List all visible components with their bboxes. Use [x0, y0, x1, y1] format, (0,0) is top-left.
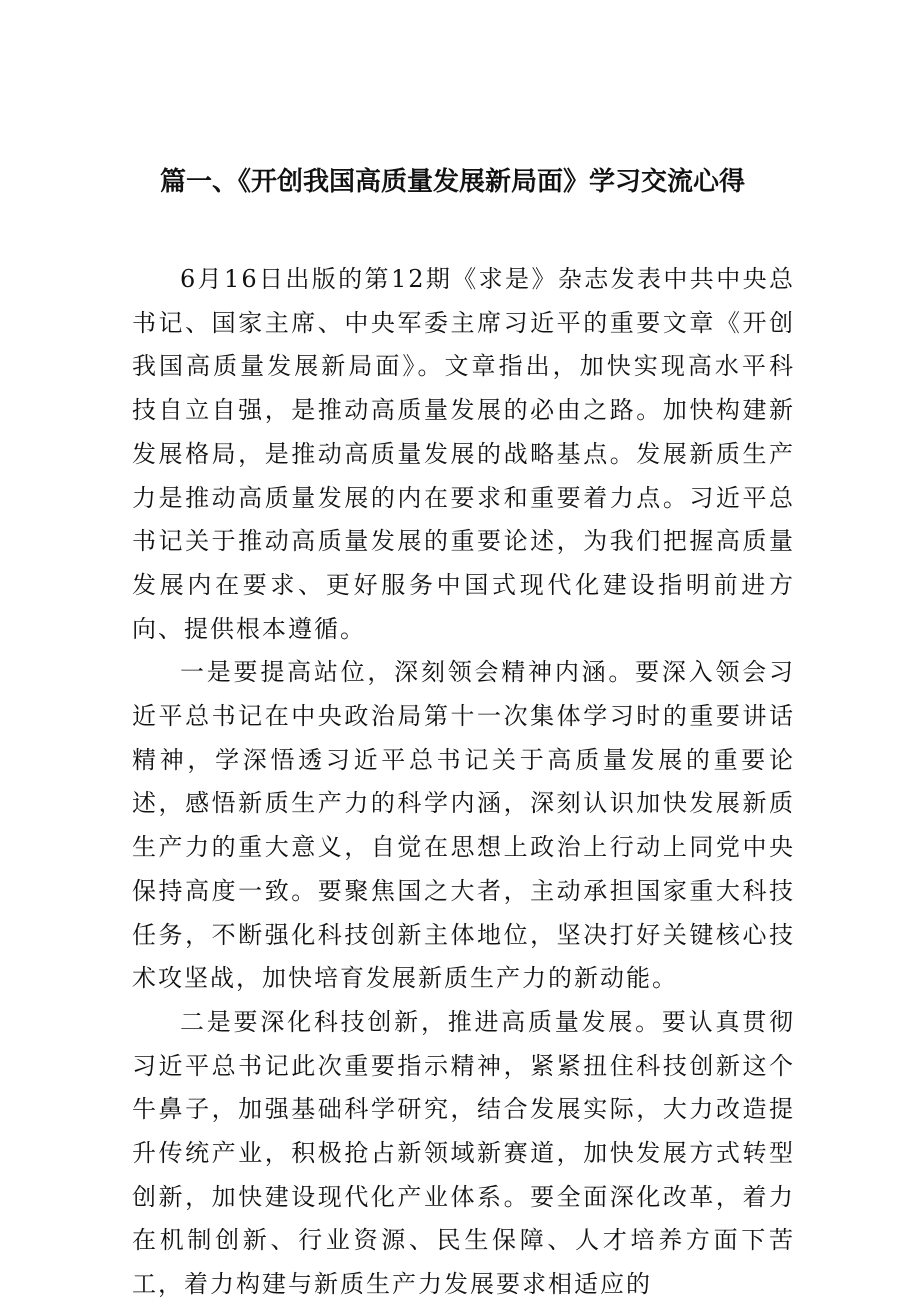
- document-title: 篇一、《开创我国高质量发展新局面》学习交流心得: [160, 167, 746, 197]
- paragraph-point-one: 一是要提高站位，深刻领会精神内涵。要深入领会习近平总书记在中央政治局第十一次集体学习时的重要讲话精神，学深悟透习近平总书记关于高质量发展的重要论述，感悟新质生产力的科学内涵，深刻认识加快发展新质生产力的重大意义，自觉在思想上政治上行动上同党中央保持高度一致。要聚焦国之大者，主动承担国家重大科技任务，不断强化科技创新主体地位，坚决打好关键核心技术攻坚战，加快培育发展新质生产力的新动能。: [132, 658, 795, 993]
- paragraph-intro: 6月16日出版的第12期《求是》杂志发表中共中央总书记、国家主席、中央军委主席习近平的重要文章《开创我国高质量发展新局面》。文章指出，加快实现高水平科技自立自强，是推动高质量发展的必由之路。加快构建新发展格局，是推动高质量发展的战略基点。发展新质生产力是推动高质量发展的内在要求和重要着力点。习近平总书记关于推动高质量发展的重要论述，为我们把握高质量发展内在要求、更好服务中国式现代化建设指明前进方向、提供根本遵循。: [132, 265, 795, 643]
- document-body: [132, 258, 795, 1307]
- paragraph-point-two: 二是要深化科技创新，推进高质量发展。要认真贯彻习近平总书记此次重要指示精神，紧紧扭住科技创新这个牛鼻子，加强基础科学研究，结合发展实际，大力改造提升传统产业，积极抢占新领域新赛道，加快发展方式转型创新，加快建设现代化产业体系。要全面深化改革，着力在机制创新、行业资源、民生保障、人才培养方面下苦工，着力构建与新质生产力发展要求相适应的: [132, 1007, 795, 1299]
